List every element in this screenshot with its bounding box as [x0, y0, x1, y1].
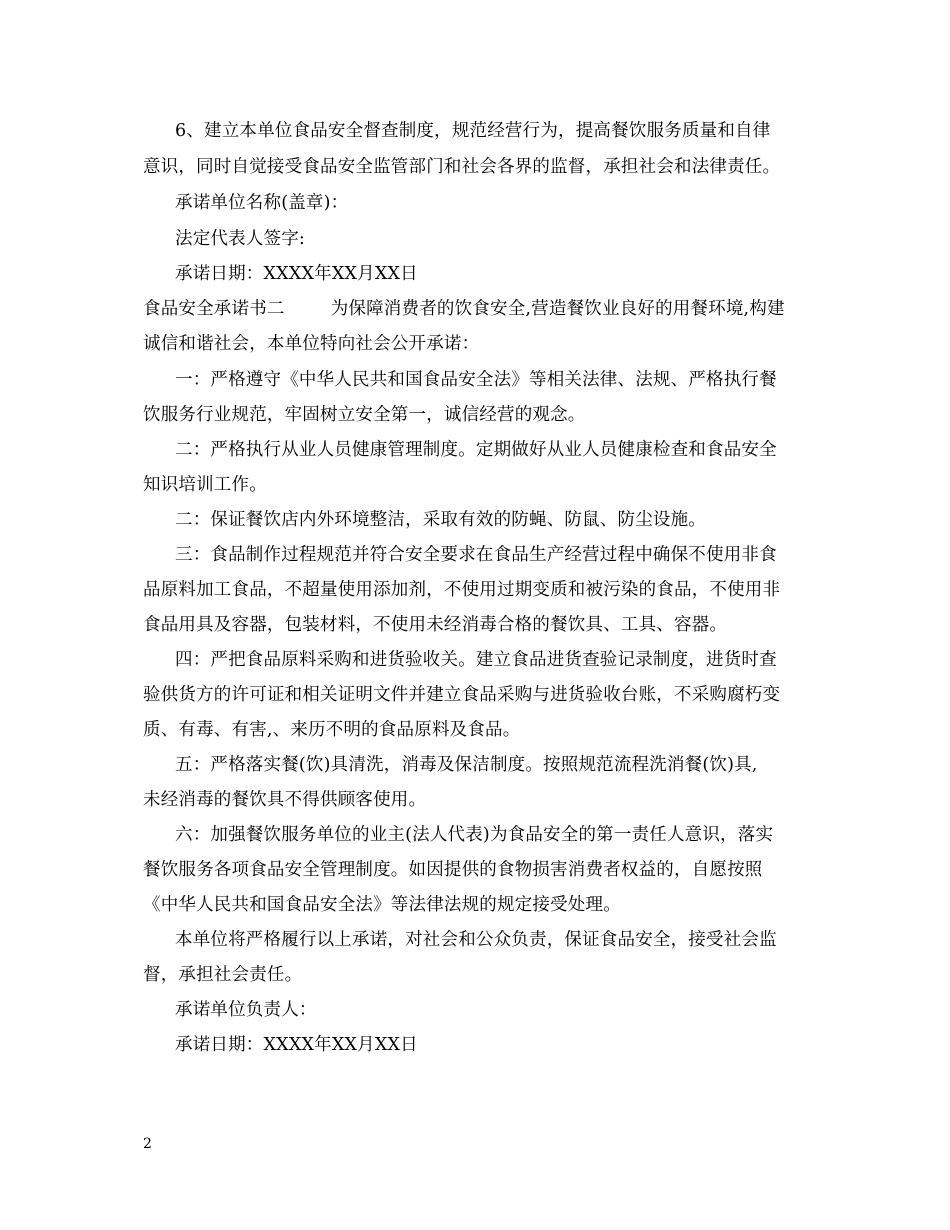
paragraph-line: 饮服务行业规范，牢固树立安全第一，诚信经营的观念。	[143, 405, 586, 425]
paragraph-line: 承诺日期：XXXX年XX月XX日	[175, 1035, 418, 1055]
paragraph-line: 诚信和谐社会，本单位特向社会公开承诺：	[143, 334, 480, 354]
paragraph-line: 餐饮服务各项食品安全管理制度。如因提供的食物损害消费者权益的，自愿按照	[143, 860, 763, 880]
paragraph-line: 食品安全承诺书二 为保障消费者的饮食安全,营造餐饮业良好的用餐环境,构建	[143, 299, 785, 319]
paragraph-line: 二：保证餐饮店内外环境整洁，采取有效的防蝇、防鼠、防尘设施。	[175, 510, 706, 530]
paragraph-line: 未经消毒的餐饮具不得供顾客使用。	[143, 790, 427, 810]
paragraph-line: 质、有毒、有害,、来历不明的食品原料及食品。	[143, 720, 521, 740]
paragraph-line: 三：食品制作过程规范并符合安全要求在食品生产经营过程中确保不使用非食	[175, 545, 777, 565]
page-number: 2	[143, 1136, 152, 1152]
paragraph-line: 法定代表人签字:	[175, 229, 305, 249]
paragraph-line: 《中华人民共和国食品安全法》等法律法规的规定接受处理。	[143, 895, 621, 915]
paragraph-line: 四：严把食品原料采购和进货验收关。建立食品进货查验记录制度，进货时查	[175, 650, 777, 670]
paragraph-line: 6、建立本单位食品安全督查制度，规范经营行为，提高餐饮服务质量和自律	[175, 121, 771, 141]
paragraph-line: 验供货方的许可证和相关证明文件并建立食品采购与进货验收台账，不采购腐朽变	[143, 685, 781, 705]
paragraph-line: 二：严格执行从业人员健康管理制度。定期做好从业人员健康检查和食品安全	[175, 440, 777, 460]
paragraph-line: 一：严格遵守《中华人民共和国食品安全法》等相关法律、法规、严格执行餐	[175, 370, 777, 390]
paragraph-line: 五：严格落实餐(饮)具清洗，消毒及保洁制度。按照规范流程洗消餐(饮)具,	[175, 755, 758, 775]
paragraph-line: 六：加强餐饮服务单位的业主(法人代表)为食品安全的第一责任人意识，落实	[175, 825, 774, 845]
paragraph-line: 督，承担社会责任。	[143, 965, 303, 985]
paragraph-line: 承诺日期：XXXX年XX月XX日	[175, 264, 418, 284]
paragraph-line: 品原料加工食品，不超量使用添加剂，不使用过期变质和被污染的食品，不使用非	[143, 580, 781, 600]
paragraph-line: 本单位将严格履行以上承诺，对社会和公众负责，保证食品安全，接受社会监	[175, 930, 777, 950]
paragraph-line: 承诺单位名称(盖章)：	[175, 193, 349, 213]
paragraph-line: 知识培训工作。	[143, 475, 267, 495]
paragraph-line: 承诺单位负责人：	[175, 1000, 317, 1020]
paragraph-line: 食品用具及容器，包装材料，不使用未经消毒合格的餐饮具、工具、容器。	[143, 615, 728, 635]
paragraph-line: 意识，同时自觉接受食品安全监管部门和社会各界的监督，承担社会和法律责任。	[143, 157, 781, 177]
